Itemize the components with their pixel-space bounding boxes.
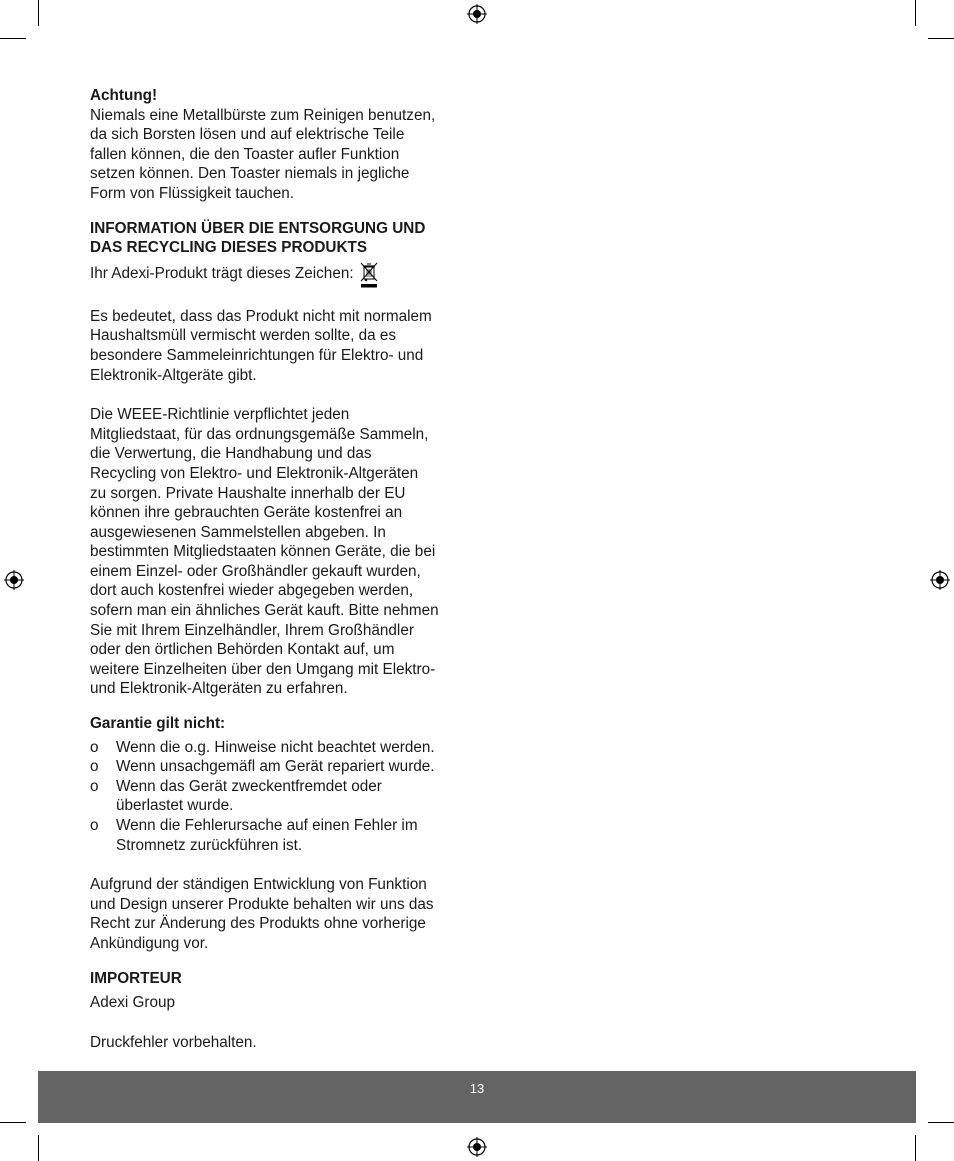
list-marker: o bbox=[90, 758, 99, 776]
page-number: 13 bbox=[469, 1081, 485, 1096]
registration-mark-icon bbox=[930, 570, 950, 590]
weee-directive-line: Recycling von Elektro- und Elektronik-Altgeräten bbox=[90, 464, 419, 482]
weee-directive-line: Mitgliedstaat, für das ordnungsgemäße Sammeln, bbox=[90, 425, 429, 443]
document-body bbox=[90, 86, 470, 1052]
registration-mark-icon bbox=[467, 1137, 487, 1157]
weee-directive-line: bestimmten Mitgliedstaaten können Geräte, die bei bbox=[90, 543, 436, 561]
weee-directive-line: Sie mit Ihrem Einzelhändler, Ihrem Großhändler bbox=[90, 621, 414, 639]
crossed-out-wheelie-bin-icon bbox=[360, 262, 378, 288]
warranty-section bbox=[90, 714, 470, 954]
disposal-paragraph-line: Haushaltsmüll vermischt werden sollte, da es bbox=[90, 327, 397, 345]
weee-directive-line: zu sorgen. Private Haushalte innerhalb der EU bbox=[90, 484, 406, 502]
list-item-text: überlastet wurde. bbox=[116, 797, 234, 815]
disposal-heading: INFORMATION ÜBER DIE ENTSORGUNG UND bbox=[90, 219, 426, 237]
crop-mark bbox=[915, 0, 916, 26]
warning-line: setzen können. Den Toaster niemals in jegliche bbox=[90, 165, 410, 183]
list-marker: o bbox=[90, 738, 99, 756]
weee-directive-line: und Elektronik-Altgeräten zu erfahren. bbox=[90, 680, 348, 698]
weee-directive-line: weitere Einzelheiten über den Umgang mit Elektro- bbox=[90, 660, 436, 678]
crop-mark bbox=[915, 1135, 916, 1161]
product-change-note-line: und Design unserer Produkte behalten wir uns das bbox=[90, 895, 434, 913]
weee-directive-line: können ihre gebrauchten Geräte kostenfrei an bbox=[90, 504, 403, 522]
weee-directive-line: Die WEEE-Richtlinie verpflichtet jeden bbox=[90, 406, 350, 424]
warning-section bbox=[90, 86, 470, 204]
warning-line: Form von Flüssigkeit tauchen. bbox=[90, 184, 295, 202]
footer-bar bbox=[38, 1071, 916, 1123]
product-change-note-line: Ankündigung vor. bbox=[90, 934, 209, 952]
list-item-text: Wenn unsachgemäfl am Gerät repariert wurde. bbox=[116, 758, 435, 776]
weee-directive-line: oder den örtlichen Behörden Kontakt auf, um bbox=[90, 641, 395, 659]
disposal-paragraph-line: Elektronik-Altgeräte gibt. bbox=[90, 366, 257, 384]
disposal-paragraph-line: Es bedeutet, dass das Produkt nicht mit normalem bbox=[90, 307, 432, 325]
weee-symbol-line bbox=[90, 261, 470, 287]
weee-directive-line: dort auch kostenfrei wieder abgegeben werden, bbox=[90, 582, 414, 600]
warranty-exclusion-list bbox=[90, 738, 470, 856]
weee-directive-line: sofern man ein ähnliches Gerät kauft. Bitte nehmen bbox=[90, 602, 439, 620]
warranty-heading: Garantie gilt nicht: bbox=[90, 715, 226, 733]
product-change-note-line: Recht zur Änderung des Produkts ohne vorherige bbox=[90, 915, 426, 933]
list-marker: o bbox=[90, 817, 99, 834]
printing-disclaimer: Druckfehler vorbehalten. bbox=[90, 1033, 257, 1051]
list-marker: o bbox=[90, 777, 99, 795]
disposal-section bbox=[90, 219, 470, 699]
list-item-text: Wenn das Gerät zweckentfremdet oder bbox=[116, 777, 382, 795]
registration-mark-icon bbox=[467, 4, 487, 24]
disposal-paragraph-line: besondere Sammeleinrichtungen für Elektro- und bbox=[90, 346, 424, 364]
weee-symbol-text: Ihr Adexi-Produkt trägt dieses Zeichen: bbox=[90, 264, 354, 282]
list-item-text: Wenn die Fehlerursache auf einen Fehler im bbox=[116, 817, 418, 834]
weee-directive-line: einem Einzel- oder Großhändler gekauft wurden, bbox=[90, 562, 421, 580]
weee-directive-line: ausgewiesenen Sammelstellen abgeben. In bbox=[90, 523, 386, 541]
list-item bbox=[90, 816, 470, 855]
list-item-text: Stromnetz zurückführen ist. bbox=[116, 836, 303, 854]
crop-mark bbox=[928, 1122, 954, 1123]
product-change-note-line: Aufgrund der ständigen Entwicklung von Funktion bbox=[90, 876, 427, 894]
list-item bbox=[90, 777, 470, 816]
importer-section bbox=[90, 969, 470, 1053]
importer-name: Adexi Group bbox=[90, 994, 176, 1012]
registration-mark-icon bbox=[4, 570, 24, 590]
list-item bbox=[90, 738, 470, 758]
crop-mark bbox=[38, 1135, 39, 1161]
importer-heading: IMPORTEUR bbox=[90, 969, 182, 987]
disposal-heading: DAS RECYCLING DIESES PRODUKTS bbox=[90, 239, 368, 257]
crop-mark bbox=[38, 0, 39, 26]
warning-line: da sich Borsten lösen und auf elektrische Teile bbox=[90, 126, 405, 144]
weee-directive-line: die Verwertung, die Handhabung und das bbox=[90, 445, 372, 463]
list-item bbox=[90, 757, 470, 777]
warning-line: Niemals eine Metallbürste zum Reinigen benutzen, bbox=[90, 106, 436, 124]
warning-heading: Achtung! bbox=[90, 87, 158, 104]
crop-mark bbox=[928, 38, 954, 39]
crop-mark bbox=[0, 38, 26, 39]
warning-line: fallen können, die den Toaster aufler Funktion bbox=[90, 145, 400, 163]
list-item-text: Wenn die o.g. Hinweise nicht beachtet werden. bbox=[116, 738, 435, 756]
crop-mark bbox=[0, 1122, 26, 1123]
